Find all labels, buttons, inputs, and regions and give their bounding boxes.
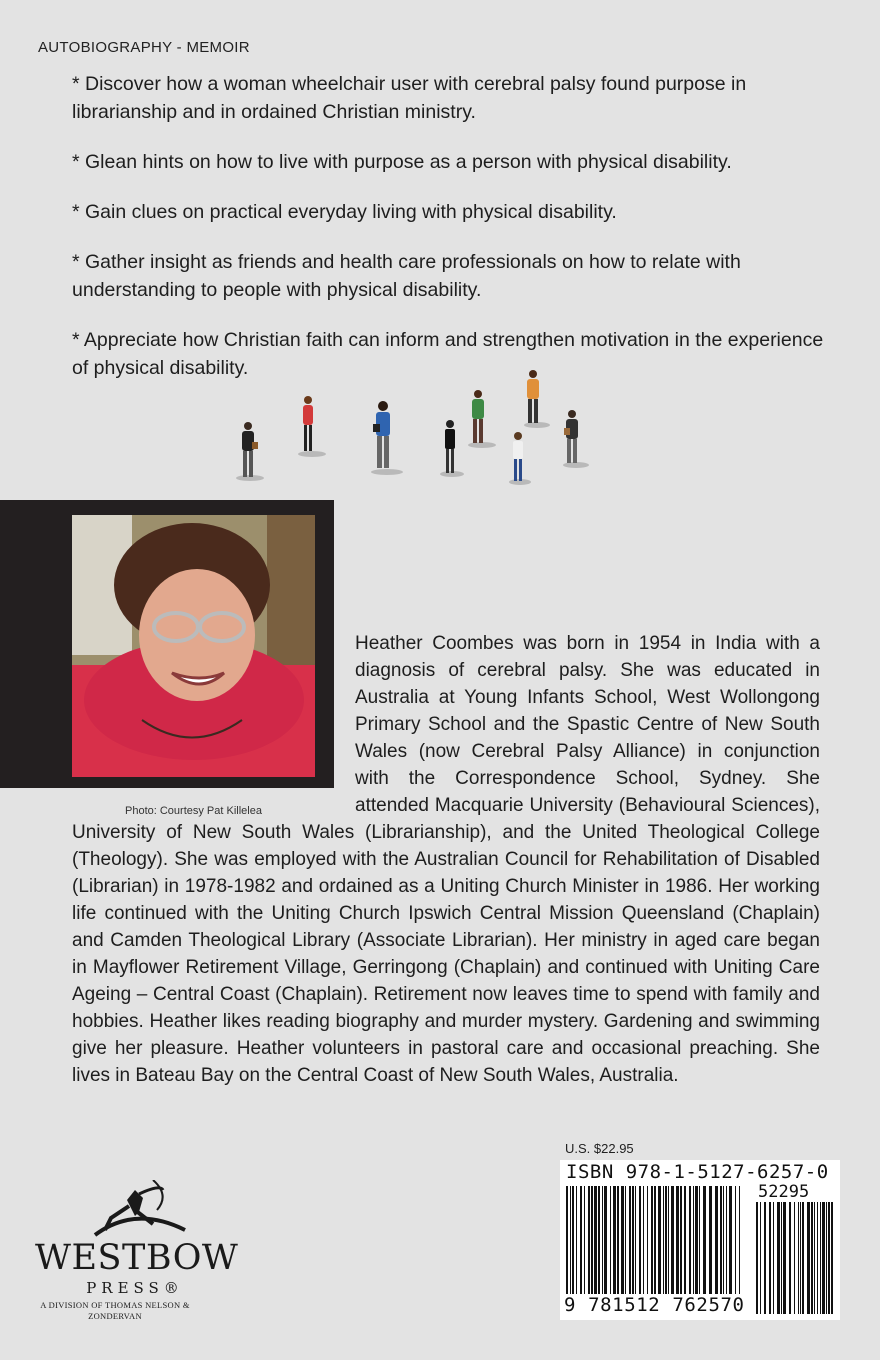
- barcode-bar: [735, 1186, 736, 1296]
- barcode-bar: [676, 1186, 679, 1296]
- barcode-bar: [826, 1202, 827, 1314]
- barcode-bar: [814, 1202, 815, 1314]
- genre-label: AUTOBIOGRAPHY - MEMOIR: [38, 39, 250, 56]
- price-label: U.S. $22.95: [565, 1141, 634, 1156]
- barcode-bar: [572, 1186, 574, 1296]
- person-figure: [236, 422, 264, 481]
- ean5-number: 52295: [758, 1182, 810, 1202]
- photo-caption: Photo: Courtesy Pat Killelea: [125, 805, 262, 817]
- barcode-bar: [621, 1186, 624, 1296]
- barcode-bar: [684, 1186, 686, 1296]
- person-figure: [468, 390, 496, 448]
- barcode-bar: [625, 1186, 626, 1296]
- barcode-bar: [594, 1186, 597, 1296]
- barcode-bar: [781, 1202, 782, 1314]
- barcode-bar: [570, 1186, 571, 1296]
- barcode-bar: [822, 1202, 825, 1314]
- barcode-bar: [729, 1186, 732, 1296]
- barcode-bar: [604, 1186, 607, 1296]
- bow-archer-icon: [35, 1180, 235, 1240]
- barcode-bar: [566, 1186, 568, 1296]
- barcode-bar: [632, 1186, 634, 1296]
- publisher-press: PRESS®: [86, 1279, 184, 1297]
- person-figure: [371, 401, 403, 475]
- barcode-bar: [665, 1186, 667, 1296]
- barcode-bar: [651, 1186, 653, 1296]
- barcode-bar: [820, 1202, 821, 1314]
- person-figure: [440, 420, 464, 477]
- ean13-number: 9 781512 762570: [564, 1294, 745, 1316]
- barcode-bar: [576, 1186, 577, 1296]
- bullet-item: * Gain clues on practical everyday living with physical disability.: [72, 201, 617, 223]
- barcode-bar: [635, 1186, 636, 1296]
- barcode-bar: [680, 1186, 682, 1296]
- person-figure: [509, 432, 531, 485]
- barcode-bar: [726, 1186, 727, 1296]
- barcode-bar: [756, 1202, 758, 1314]
- barcode-bar: [807, 1202, 810, 1314]
- isbn-label: ISBN 978-1-5127-6257-0: [566, 1161, 829, 1183]
- barcode-bar: [591, 1186, 593, 1296]
- barcode-bar: [715, 1186, 718, 1296]
- publisher-name: WESTBOW: [35, 1238, 239, 1278]
- person-figure: [563, 410, 589, 468]
- barcode-bar: [584, 1186, 585, 1296]
- barcode-bar: [658, 1186, 661, 1296]
- barcode-bar: [598, 1186, 600, 1296]
- bullet-item: * Discover how a woman wheelchair user with cerebral palsy found purpose in librarianship and in ordained Christian ministry.: [72, 73, 747, 123]
- barcode-bar: [811, 1202, 813, 1314]
- bio-text: Heather Coombes was born in 1954 in India with a diagnosis of cerebral palsy. She was educated in Australia at Young Infants School, West Wollongong Primary School and the Spastic Centre of New South Wales (now Cerebral Palsy Alliance) in conjunction with the Correspondence School, Sydney. She attended Macquarie University (Behavioural Sciences), University of New South Wales (Librarianship), and the United Theological College (Theology). She was employed with the Australian Council for Rehabilitation of Disabled (Librarian) in 1978-1982 and ordained as a Uniting Church Minister in 1986. Her working life continued with the Uniting Church Ipswich Central Mission Queensland (Chaplain) and Camden Theological Library (Associate Librarian). Her ministry in aged care began in Mayflower Retirement Village, Gerringong (Chaplain) and continued with Uniting Care Ageing – Central Coast (Chaplain). Retirement now leaves time to spend with family and hobbies. Heather likes reading biography and murder mystery. Gardening and swimming give her pleasure. Heather volunteers in pastoral care and occasional preaching. She lives in Bateau Bay on the Central Coast of New South Wales, Australia.: [72, 633, 820, 1086]
- barcode-bar: [773, 1202, 774, 1314]
- barcode-bar: [639, 1186, 641, 1296]
- barcode-bar: [602, 1186, 603, 1296]
- barcode-bar: [689, 1186, 691, 1296]
- barcode-bar: [671, 1186, 674, 1296]
- barcode: [560, 1160, 840, 1320]
- author-bio: [72, 630, 820, 1089]
- barcode-bar: [580, 1186, 582, 1296]
- barcode-bar: [629, 1186, 631, 1296]
- person-figure: [298, 396, 326, 457]
- barcode-bar: [739, 1186, 740, 1296]
- bullet-item: * Appreciate how Christian faith can inform and strengthen motivation in the experience of physical disability.: [72, 329, 824, 379]
- person-figure: [524, 370, 550, 428]
- barcode-bar: [777, 1202, 780, 1314]
- publisher-division: A DIVISION OF THOMAS NELSON & ZONDERVAN: [40, 1300, 190, 1321]
- barcode-bar: [588, 1186, 590, 1296]
- barcode-bar: [695, 1186, 698, 1296]
- barcode-bar: [764, 1202, 766, 1314]
- barcode-bar: [709, 1186, 712, 1296]
- barcode-bar: [643, 1186, 644, 1296]
- barcode-bar: [654, 1186, 656, 1296]
- barcode-bar: [668, 1186, 669, 1296]
- barcode-bar: [723, 1186, 724, 1296]
- barcode-bar: [693, 1186, 694, 1296]
- barcode-bar: [798, 1202, 799, 1314]
- bullet-list: [72, 70, 832, 404]
- barcode-bar: [794, 1202, 795, 1314]
- barcode-bar: [828, 1202, 830, 1314]
- barcode-bar: [663, 1186, 664, 1296]
- bullet-item: * Glean hints on how to live with purpose as a person with physical disability.: [72, 151, 732, 173]
- barcode-bar: [800, 1202, 801, 1314]
- barcode-bar: [613, 1186, 616, 1296]
- barcode-bar: [703, 1186, 706, 1296]
- bullet-item: * Gather insight as friends and health care professionals on how to relate with understanding to people with physical disability.: [72, 251, 741, 301]
- barcode-bar: [720, 1186, 722, 1296]
- barcode-bar: [699, 1186, 700, 1296]
- barcode-bar: [831, 1202, 833, 1314]
- barcode-bar: [769, 1202, 771, 1314]
- barcode-bar: [802, 1202, 804, 1314]
- barcode-bar: [610, 1186, 611, 1296]
- barcode-bar: [647, 1186, 648, 1296]
- people-illustration: [220, 360, 620, 490]
- barcode-bar: [617, 1186, 619, 1296]
- publisher-logo: [35, 1180, 239, 1330]
- barcode-bar: [783, 1202, 786, 1314]
- barcode-bar: [760, 1202, 761, 1314]
- barcode-bar: [789, 1202, 791, 1314]
- barcode-bar: [817, 1202, 818, 1314]
